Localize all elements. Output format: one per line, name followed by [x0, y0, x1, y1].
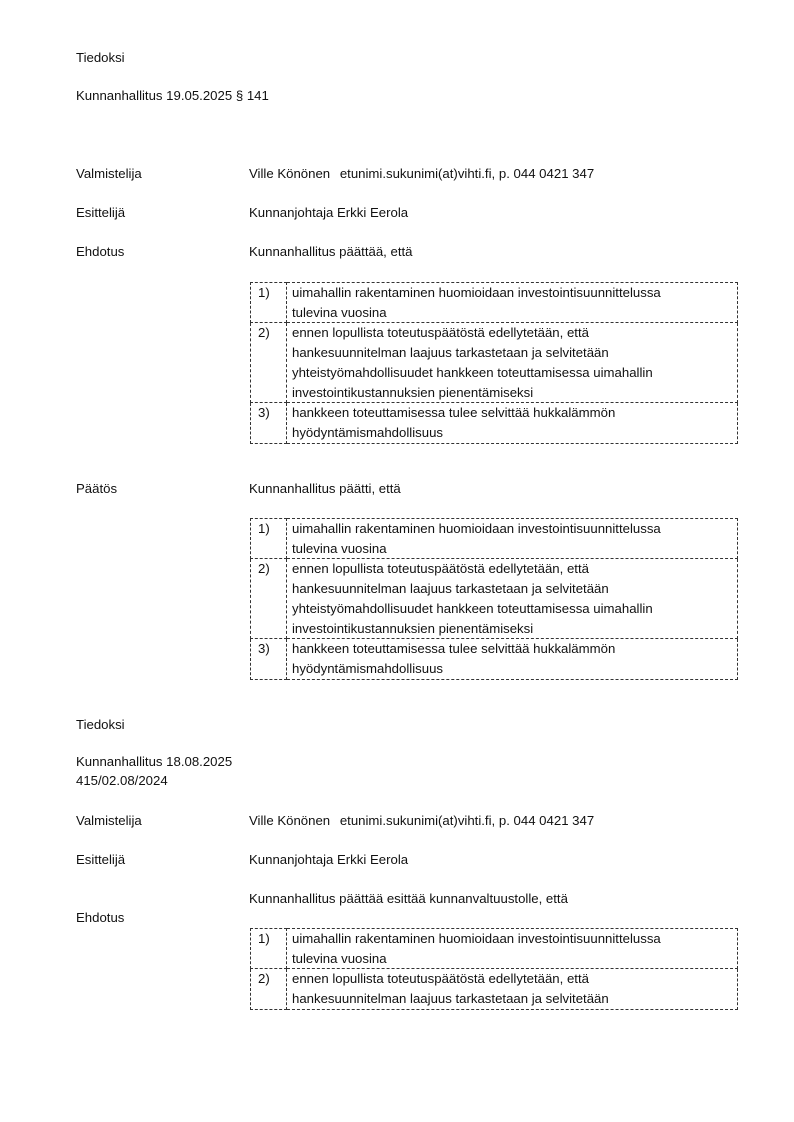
- section1-proposal-intro: Kunnanhallitus päättää, että: [249, 244, 413, 259]
- item-text-line: ennen lopullista toteutuspäätöstä edellytetään, että: [292, 561, 589, 577]
- item-text-line: ennen lopullista toteutuspäätöstä edellytetään, että: [292, 325, 589, 341]
- preparer-name: Ville Könönen: [249, 166, 331, 181]
- section1-presenter-value: Kunnanjohtaja Erkki Eerola: [249, 205, 409, 220]
- item-text-line: tulevina vuosina: [292, 540, 387, 556]
- table-row: [251, 929, 738, 969]
- section2-preparer-label: Valmistelija: [76, 813, 142, 828]
- table-row: [251, 639, 738, 679]
- item-text-line: yhteistyömahdollisuudet hankkeen toteuttamisessa uimahallin: [292, 364, 653, 380]
- item-text-line: uimahallin rakentaminen huomioidaan investointisuunnittelussa: [292, 285, 661, 300]
- section1-proposal-label: Ehdotus: [76, 244, 125, 259]
- item-text-line: investointikustannuksien pienentämiseksi: [292, 620, 534, 636]
- section2-heading: Tiedoksi: [76, 717, 125, 732]
- item-text-line: hankkeen toteuttamisessa tulee selvittää hukkalämmön: [292, 641, 616, 657]
- item-number: 1): [251, 283, 287, 323]
- item-text-line: yhteistyömahdollisuudet hankkeen toteuttamisessa uimahallin: [292, 600, 653, 616]
- section2-proposal-table: [250, 928, 738, 1010]
- item-number: 1): [251, 929, 287, 969]
- section2-presenter-value: Kunnanjohtaja Erkki Eerola: [249, 852, 409, 867]
- item-text: [287, 283, 738, 323]
- item-text-line: uimahallin rakentaminen huomioidaan investointisuunnittelussa: [292, 931, 661, 946]
- section1-heading: Tiedoksi: [76, 50, 125, 65]
- item-number: 2): [251, 323, 287, 403]
- section1-preparer-label: Valmistelija: [76, 166, 142, 181]
- item-text: [287, 969, 738, 1009]
- section1-proposal-table: [250, 282, 738, 444]
- item-number: 2): [251, 559, 287, 639]
- table-row: [251, 323, 738, 403]
- item-text: [287, 929, 738, 969]
- section2-record-number: 415/02.08/2024: [76, 773, 168, 788]
- item-text: [287, 403, 738, 443]
- section2-preparer-value: [249, 813, 594, 828]
- item-text-line: hyödyntämismahdollisuus: [292, 424, 443, 440]
- item-number: 3): [251, 403, 287, 443]
- table-row: [251, 403, 738, 443]
- preparer-contact: etunimi.sukunimi(at)vihti.fi, p. 044 0421 347: [339, 813, 595, 828]
- table-row: [251, 559, 738, 639]
- section1-meeting: Kunnanhallitus 19.05.2025 § 141: [76, 88, 269, 103]
- section2-meeting: Kunnanhallitus 18.08.2025: [76, 754, 233, 769]
- item-text-line: hankesuunnitelman laajuus tarkastetaan ja selvitetään: [292, 581, 609, 597]
- item-text-line: tulevina vuosina: [292, 304, 387, 320]
- table-row: [251, 969, 738, 1009]
- item-text-line: ennen lopullista toteutuspäätöstä edellytetään, että: [292, 971, 589, 987]
- section2-proposal-intro: Kunnanhallitus päättää esittää kunnanvaltuustolle, että: [249, 891, 568, 906]
- item-text: [287, 323, 738, 403]
- preparer-name: Ville Könönen: [249, 813, 331, 828]
- table-row: [251, 519, 738, 559]
- item-number: 1): [251, 519, 287, 559]
- item-text-line: uimahallin rakentaminen huomioidaan investointisuunnittelussa: [292, 521, 661, 536]
- item-text: [287, 639, 738, 679]
- item-text-line: hyödyntämismahdollisuus: [292, 660, 443, 676]
- section1-decision-label: Päätös: [76, 481, 118, 496]
- item-text-line: hankesuunnitelman laajuus tarkastetaan ja selvitetään: [292, 991, 609, 1007]
- table-row: [251, 283, 738, 323]
- item-text-line: hankesuunnitelman laajuus tarkastetaan ja selvitetään: [292, 345, 609, 361]
- item-text-line: investointikustannuksien pienentämiseksi: [292, 384, 534, 400]
- section2-proposal-label: Ehdotus: [76, 910, 125, 925]
- section1-decision-table: [250, 518, 738, 680]
- item-text-line: tulevina vuosina: [292, 950, 387, 966]
- item-number: 3): [251, 639, 287, 679]
- item-number: 2): [251, 969, 287, 1009]
- section2-presenter-label: Esittelijä: [76, 852, 126, 867]
- section1-preparer-value: [249, 166, 594, 181]
- item-text: [287, 559, 738, 639]
- item-text-line: hankkeen toteuttamisessa tulee selvittää hukkalämmön: [292, 405, 616, 421]
- section1-presenter-label: Esittelijä: [76, 205, 126, 220]
- section1-decision-intro: Kunnanhallitus päätti, että: [249, 481, 401, 496]
- preparer-contact: etunimi.sukunimi(at)vihti.fi, p. 044 0421 347: [339, 166, 595, 181]
- item-text: [287, 519, 738, 559]
